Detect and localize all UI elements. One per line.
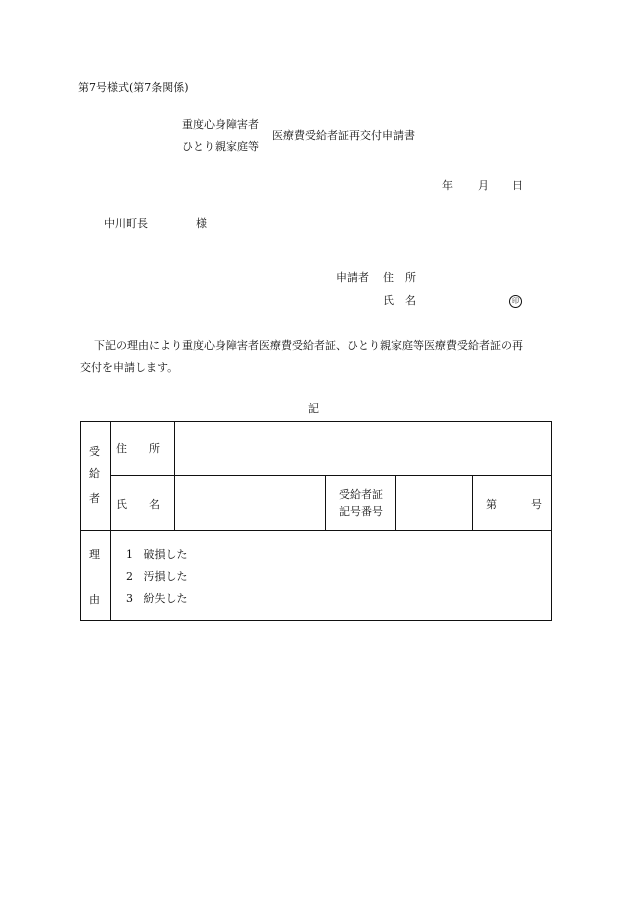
number-prefix: 第 [486,498,497,511]
name-label: 氏 名 [116,498,160,511]
page-title: 医療費受給者証再交付申請書 [272,129,415,142]
addressee: 中川町長 [104,217,148,230]
reason-option-3[interactable] [126,593,188,604]
applicant-label: 申請者 [336,271,369,284]
date-month-label: 月 [478,179,489,192]
reason-text: 紛失した [143,592,188,605]
seal-mark [509,294,522,308]
seal-icon: 印 [509,295,522,308]
ki-heading: 記 [308,402,319,415]
body-text-line-1: 下記の理由により重度心身障害者医療費受給者証、ひとり親家庭等医療費受給者証の再 [94,339,523,352]
name-field[interactable] [181,494,319,516]
row-divider [110,475,551,476]
body-text-line-2: 交付を申請します。 [80,361,179,374]
header-column-divider [110,422,111,620]
reason-number: 1 [126,548,133,561]
title-line-1: 重度心身障害者 [182,118,259,131]
recipient-header-char: 受 [89,445,100,458]
label-column-divider [174,422,175,530]
reason-text: 汚損した [143,570,188,583]
reason-header-char: 由 [89,593,100,606]
title-line-2: ひとり親家庭等 [182,140,259,153]
number-divider [472,475,473,530]
reason-option-2[interactable] [126,571,188,582]
date-year-label: 年 [442,179,453,192]
cert-label-line-2: 記号番号 [339,505,383,518]
reason-number: 3 [126,592,133,605]
recipient-header-char: 給 [89,467,100,480]
cert-label-left-divider [325,475,326,530]
cert-label-right-divider [395,475,396,530]
addressee-suffix: 様 [196,217,207,230]
reason-header-char: 理 [89,548,100,561]
reason-number: 2 [126,570,133,583]
section-divider [81,530,551,531]
form-number: 第7号様式(第7条関係) [78,81,189,94]
applicant-address-label: 住 所 [383,271,416,284]
cert-label-line-1: 受給者証 [339,488,383,501]
applicant-name-label: 氏 名 [383,294,416,307]
reason-option-1[interactable] [126,549,188,560]
address-label: 住 所 [116,442,160,455]
recipient-table [80,421,552,621]
cert-symbol-field[interactable] [401,494,467,516]
recipient-header-char: 者 [89,492,100,505]
date-day-label: 日 [512,179,523,192]
address-field[interactable] [181,440,541,460]
number-suffix: 号 [531,498,542,511]
reason-text: 破損した [143,548,188,561]
